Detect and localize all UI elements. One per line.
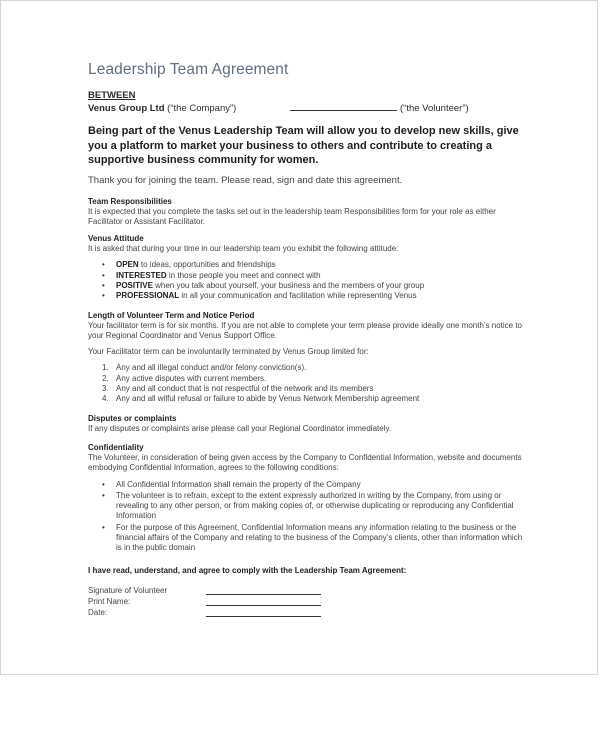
team-responsibilities-text: It is expected that you complete the tasks set out in the leadership team Responsibilities form for your role as either Facilitator or Assistant Facilitator. bbox=[88, 206, 496, 226]
parties-row bbox=[88, 102, 528, 116]
list-item: • The volunteer is to refrain, except to the extent expressly authorized in writing by the Company, from using or revealing to any other person, or from making copies of, or otherwise duplicating or reproducing any Confidential Information bbox=[102, 490, 514, 521]
thanks-line: Thank you for joining the team. Please read, sign and date this agreement. bbox=[88, 174, 403, 186]
attitude-list bbox=[88, 260, 528, 301]
venus-attitude-heading: Venus Attitude bbox=[88, 234, 144, 244]
venus-attitude-text: It is asked that during your time in our leadership team you exhibit the following attitude: bbox=[88, 244, 399, 254]
agreement-statement: I have read, understand, and agree to comply with the Leadership Team Agreement: bbox=[88, 565, 407, 575]
signature-row bbox=[88, 586, 528, 597]
list-item: • For the purpose of this Agreement, Confidential Information means any information relating to the business or the financial affairs of the Company and relating to the business of the Company’s clients, other than information which is in the public domain bbox=[102, 522, 523, 553]
bullet-icon: • bbox=[102, 260, 105, 270]
signature-label: Signature of Volunteer bbox=[88, 585, 168, 595]
term-heading: Length of Volunteer Term and Notice Period bbox=[88, 310, 255, 320]
signature-block bbox=[88, 586, 528, 619]
bullet-icon: • bbox=[102, 291, 105, 301]
confidentiality-list bbox=[88, 480, 528, 554]
print-name-label: Print Name: bbox=[88, 596, 131, 606]
between-heading: BETWEEN bbox=[88, 90, 136, 101]
bullet-icon: • bbox=[102, 280, 105, 290]
bullet-icon: • bbox=[102, 479, 105, 489]
date-row bbox=[88, 608, 528, 619]
list-item: • PROFESSIONAL in all your communication and facilitation while representing Venus bbox=[102, 291, 417, 301]
team-responsibilities-heading: Team Responsibilities bbox=[88, 196, 172, 206]
print-name-line[interactable] bbox=[206, 605, 321, 606]
signature-line[interactable] bbox=[206, 594, 321, 595]
list-item: • POSITIVE when you talk about yourself, your business and the members of your group bbox=[102, 280, 425, 290]
volunteer-party bbox=[290, 102, 469, 115]
company-name: Venus Group Ltd bbox=[88, 103, 165, 114]
list-item: 3. Any and all conduct that is not respectful of the network and its members bbox=[102, 384, 374, 394]
list-item: 1. Any and all illegal conduct and/or felony conviction(s). bbox=[102, 363, 307, 373]
bullet-icon: • bbox=[102, 490, 105, 500]
date-label: Date: bbox=[88, 607, 108, 617]
disputes-text: If any disputes or complaints arise please call your Regional Coordinator immediately. bbox=[88, 423, 392, 433]
termination-list bbox=[88, 363, 528, 404]
volunteer-name-line bbox=[290, 102, 397, 111]
disputes-heading: Disputes or complaints bbox=[88, 413, 177, 423]
print-name-row bbox=[88, 597, 528, 608]
intro-paragraph: Being part of the Venus Leadership Team will allow you to develop new skills, give you a platform to market your business to others and contribute to creating a supportive business community for women. bbox=[88, 125, 519, 166]
bullet-icon: • bbox=[102, 270, 105, 280]
term-termination-text: Your Facilitator term can be involuntarily terminated by Venus Group limited for: bbox=[88, 347, 369, 357]
confidentiality-text: The Volunteer, in consideration of being given access by the Company to Confidential Information, website and documents embodying Confidential Information, agrees to the following conditions: bbox=[88, 452, 522, 473]
term-text: Your facilitator term is for six months. If you are not able to complete your term please provide ideally one month’s notice to your Regional Coordinator and Venus Support Office. bbox=[88, 320, 522, 340]
bullet-icon: • bbox=[102, 522, 105, 532]
list-item: 4. Any and all wilful refusal or failure to abide by Venus Network Membership agreement bbox=[102, 394, 420, 404]
document-title: Leadership Team Agreement bbox=[88, 61, 289, 78]
volunteer-label: (“the Volunteer”) bbox=[400, 103, 469, 114]
list-item: • INTERESTED in those people you meet and connect with bbox=[102, 270, 321, 280]
list-item: 2. Any active disputes with current members. bbox=[102, 373, 267, 383]
confidentiality-heading: Confidentiality bbox=[88, 442, 144, 452]
list-item: • All Confidential Information shall remain the property of the Company bbox=[102, 479, 361, 489]
company-label: (“the Company”) bbox=[164, 103, 237, 114]
date-line[interactable] bbox=[206, 616, 321, 617]
list-item: • OPEN to ideas, opportunities and friendships bbox=[102, 260, 276, 270]
document-content bbox=[88, 61, 528, 619]
